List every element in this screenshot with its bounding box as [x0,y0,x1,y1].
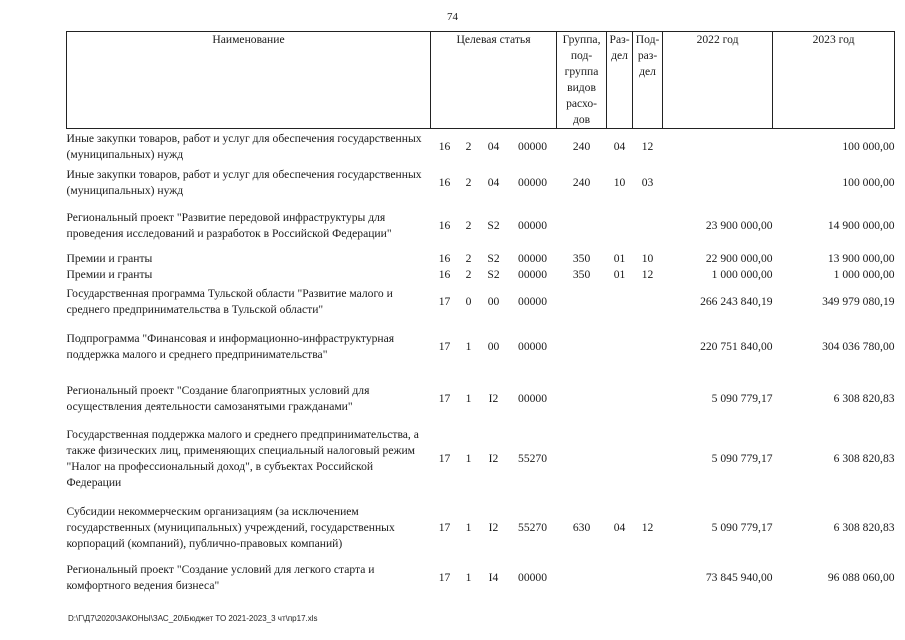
row-name: Премии и гранты [66,268,153,281]
row-target-part-1: 16 [438,139,451,153]
row-amount-2023: 6 308 820,83 [833,391,895,405]
row-target-part-4: 00000 [518,294,548,308]
row-name: Иные закупки товаров, работ и услуг для обеспечения государственных (муниципальных) нужд [66,167,422,197]
table-row [67,251,895,267]
table-row [67,562,895,595]
header-group: Группа, под-группа видов расхо-дов [557,32,607,129]
row-target-part-3: I2 [488,520,499,534]
header-section: Раз-дел [607,32,633,129]
row-amount-2023: 1 000 000,00 [833,268,895,281]
row-target-part-2: 2 [465,175,472,189]
row-amount-2023: 96 088 060,00 [827,571,895,584]
budget-table [66,31,895,595]
row-target-part-1: 16 [438,175,451,189]
row-subsection: 12 [641,139,654,153]
row-target-part-4: 00000 [518,139,548,153]
row-name: Региональный проект "Создание благоприятных условий для осуществления деятельности самозанятыми гражданами" [66,383,370,413]
row-target-part-4: 00000 [518,251,548,265]
row-target-part-4: 00000 [518,571,548,584]
row-target-part-1: 17 [438,391,451,405]
row-subsection [633,320,663,374]
row-group: 630 [572,520,591,534]
row-amount-2022: 5 090 779,17 [711,520,773,534]
header-name: Наименование [67,32,431,129]
row-section [607,562,633,595]
row-group [557,424,607,494]
row-name: Государственная программа Тульской области "Развитие малого и среднего предпринимательства в Тульской области" [66,286,393,316]
row-target-part-3: S2 [487,251,500,265]
row-target-part-4: 00000 [518,175,548,189]
row-target-part-2: 0 [465,294,472,308]
row-amount-2022 [663,165,773,201]
row-section: 04 [613,139,626,153]
row-target-part-1: 16 [438,218,451,232]
row-target-part-1: 16 [438,251,451,265]
row-target-part-2: 2 [465,139,472,153]
row-target-part-3: S2 [487,268,500,281]
row-name: Региональный проект "Развитие передовой инфраструктуры для проведения исследований и разработок в Российской Федерации" [66,210,392,240]
row-group: 240 [572,139,591,153]
table-row [67,201,895,251]
row-subsection [633,284,663,320]
table-row [67,494,895,562]
row-amount-2022: 5 090 779,17 [711,391,773,405]
row-group [557,374,607,424]
header-subsection: Под-раз-дел [633,32,663,129]
row-amount-2023: 100 000,00 [842,175,895,189]
row-subsection: 12 [641,520,654,534]
row-target-part-1: 17 [438,571,451,584]
page-number: 74 [447,11,458,23]
header-2022: 2022 год [663,32,773,129]
row-target-part-3: S2 [487,218,500,232]
row-subsection [633,562,663,595]
row-target-part-3: I2 [488,451,499,465]
row-section: 04 [613,520,626,534]
row-target-part-4: 55270 [518,520,548,534]
row-subsection [633,201,663,251]
row-target-part-1: 16 [438,268,451,281]
row-group: 350 [572,268,591,281]
row-target-part-4: 00000 [518,391,548,405]
row-section [607,201,633,251]
row-amount-2023: 14 900 000,00 [827,218,895,232]
row-group [557,284,607,320]
row-subsection [633,374,663,424]
row-section [607,374,633,424]
row-target-part-2: 1 [465,520,472,534]
header-target-article: Целевая статья [431,32,557,129]
row-subsection: 10 [641,251,654,265]
row-amount-2022: 1 000 000,00 [711,268,773,281]
row-amount-2023: 349 979 080,19 [822,294,895,308]
row-target-part-2: 1 [465,451,472,465]
row-target-part-3: I2 [488,391,499,405]
row-subsection [633,424,663,494]
table-body [67,129,895,595]
file-path: D:\Г\Д7\2020\ЗАКОНЫ\ЗАС_20\Бюджет ТО 2021-2023_3 чт\пр17.xls [68,614,318,623]
row-amount-2023: 6 308 820,83 [833,451,895,465]
row-amount-2022: 23 900 000,00 [705,218,773,232]
row-name: Региональный проект "Создание условий для легкого старта и комфортного ведения бизнеса" [66,563,375,592]
row-section: 10 [613,175,626,189]
row-amount-2022 [663,129,773,165]
row-group: 350 [572,251,591,265]
row-target-part-2: 2 [465,218,472,232]
row-name: Премии и гранты [66,251,153,265]
row-subsection: 12 [641,268,654,281]
row-target-part-3: 00 [487,294,500,308]
row-target-part-4: 55270 [518,451,548,465]
row-target-part-3: 04 [487,175,500,189]
row-name: Подпрограмма "Финансовая и информационно-инфраструктурная поддержка малого и среднего предпринимательства" [66,331,395,361]
row-target-part-2: 1 [465,339,472,353]
row-target-part-3: I4 [488,571,499,584]
row-amount-2023: 100 000,00 [842,139,895,153]
row-amount-2023: 304 036 780,00 [822,339,895,353]
row-section: 01 [613,268,626,281]
row-name: Иные закупки товаров, работ и услуг для обеспечения государственных (муниципальных) нужд [66,131,422,161]
row-target-part-4: 00000 [518,218,548,232]
table-row [67,424,895,494]
row-amount-2022: 22 900 000,00 [705,251,773,265]
row-group [557,201,607,251]
table-row [67,129,895,165]
row-amount-2022: 5 090 779,17 [711,451,773,465]
row-group [557,320,607,374]
row-name: Государственная поддержка малого и среднего предпринимательства, а также физических лиц, применяющих специальный налоговый режим "Налог на профессиональный доход", в субъектах Российской Федерации [66,427,419,489]
row-target-part-1: 17 [438,520,451,534]
table-row [67,267,895,284]
row-section [607,284,633,320]
row-target-part-1: 17 [438,339,451,353]
row-amount-2022: 220 751 840,00 [700,339,773,353]
row-amount-2022: 73 845 940,00 [705,571,773,584]
row-target-part-1: 17 [438,294,451,308]
table-row [67,320,895,374]
row-target-part-3: 00 [487,339,500,353]
row-subsection: 03 [641,175,654,189]
row-target-part-1: 17 [438,451,451,465]
row-amount-2023: 6 308 820,83 [833,520,895,534]
row-target-part-2: 2 [465,268,472,281]
row-section [607,320,633,374]
table-row [67,165,895,201]
table-row [67,284,895,320]
row-target-part-4: 00000 [518,339,548,353]
row-amount-2023: 13 900 000,00 [827,251,895,265]
row-group [557,562,607,595]
table-header-row [67,32,895,129]
row-group: 240 [572,175,591,189]
table-row [67,374,895,424]
header-2023: 2023 год [773,32,895,129]
row-amount-2022: 266 243 840,19 [700,294,773,308]
row-target-part-2: 1 [465,391,472,405]
row-section: 01 [613,251,626,265]
row-section [607,424,633,494]
row-target-part-4: 00000 [518,268,548,281]
row-target-part-2: 1 [465,571,472,584]
row-target-part-3: 04 [487,139,500,153]
row-target-part-2: 2 [465,251,472,265]
row-name: Субсидии некоммерческим организациям (за исключением государственных (муниципальных) учреждений, государственных корпораций (компаний), публично-правовых компаний) [66,504,395,550]
